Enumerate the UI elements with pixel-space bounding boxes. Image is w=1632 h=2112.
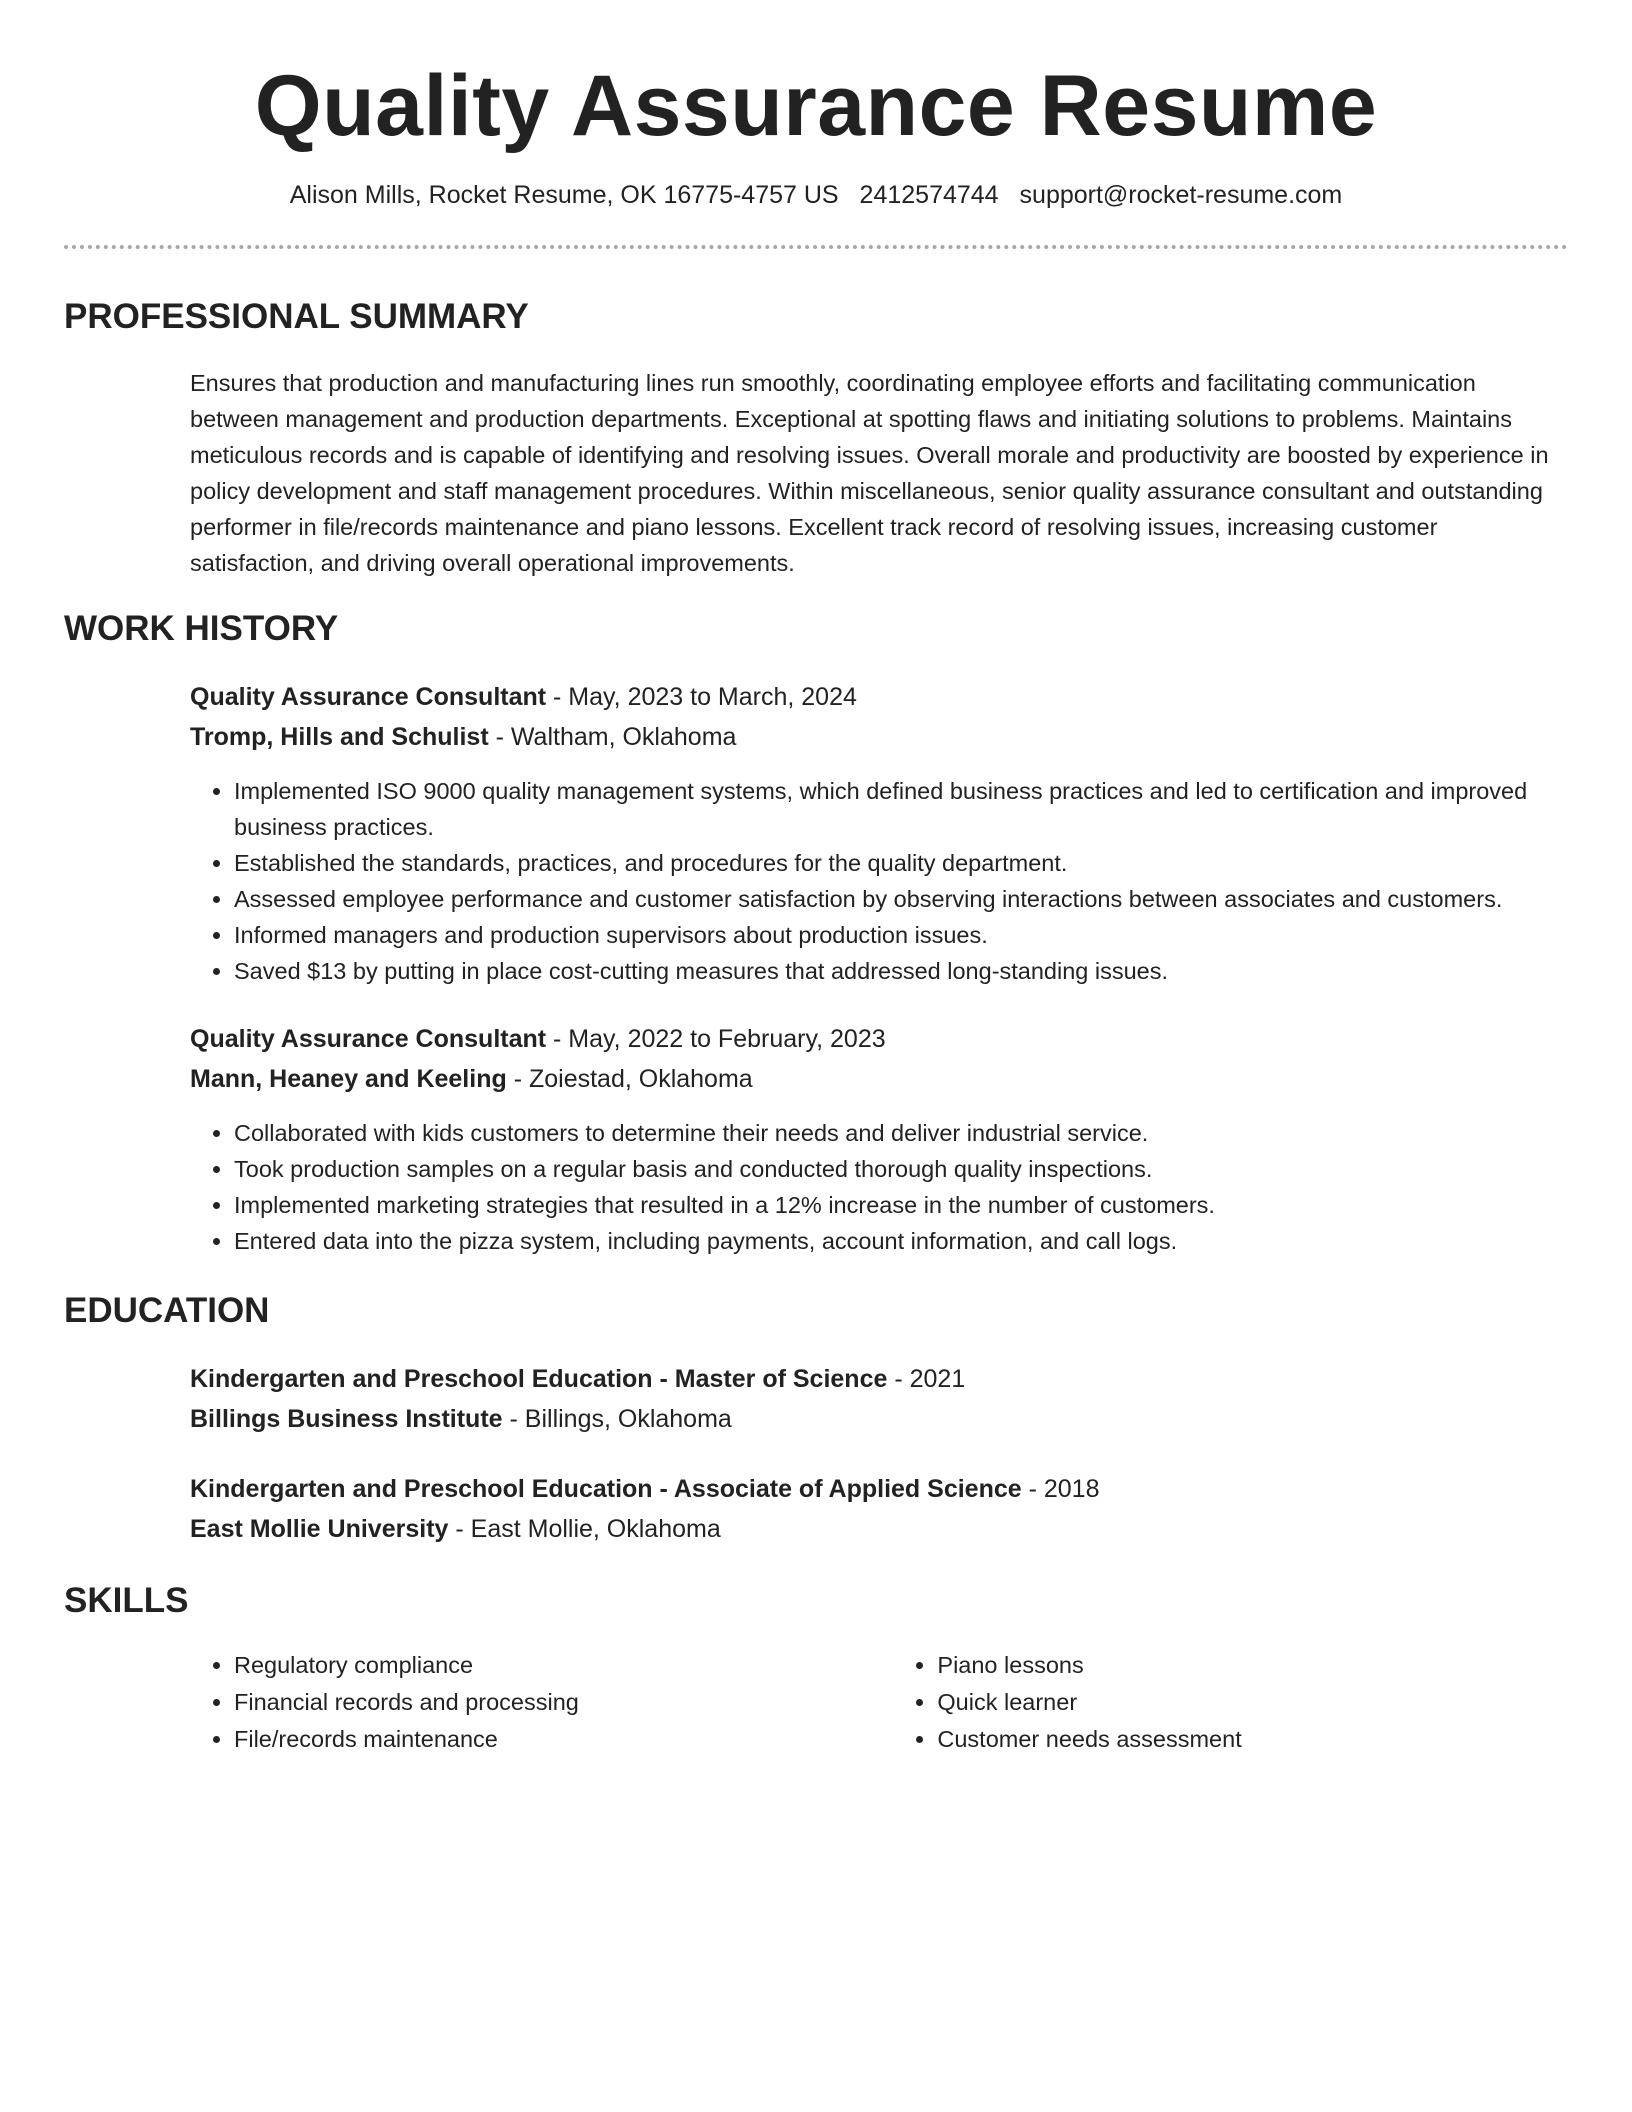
job-title-line — [190, 1019, 1558, 1059]
job-bullets — [190, 773, 1558, 989]
education-entry — [190, 1469, 1558, 1549]
degree-year: - 2018 — [1021, 1475, 1100, 1503]
school-line — [190, 1399, 1558, 1439]
school-location: - Billings, Oklahoma — [502, 1405, 732, 1433]
school: East Mollie University — [190, 1515, 449, 1543]
degree: Kindergarten and Preschool Education - Associate of Applied Science — [190, 1475, 1022, 1503]
contact-phone: 2412574744 — [859, 181, 999, 209]
list-item: • Established the standards, practices, and procedures for the quality department. — [234, 845, 1558, 881]
job-bullets — [190, 1115, 1558, 1259]
skill-item: • Customer needs assessment — [937, 1721, 1558, 1758]
degree-line — [190, 1359, 1558, 1399]
list-item: • Saved $13 by putting in place cost-cutting measures that addressed long-standing issues. — [234, 953, 1558, 989]
school-line — [190, 1509, 1558, 1549]
skill-item: • File/records maintenance — [234, 1721, 893, 1758]
skill-item: • Regulatory compliance — [234, 1647, 893, 1684]
list-item: • Took production samples on a regular basis and conducted thorough quality inspections. — [234, 1151, 1558, 1187]
job-title: Quality Assurance Consultant — [190, 683, 547, 711]
school-location: - East Mollie, Oklahoma — [448, 1515, 721, 1543]
skills-list-right — [893, 1647, 1558, 1758]
job-dates: - May, 2022 to February, 2023 — [546, 1025, 886, 1053]
skill-item: • Financial records and processing — [234, 1684, 893, 1721]
resume-title: Quality Assurance Resume — [254, 58, 1378, 154]
skill-item: • Quick learner — [937, 1684, 1558, 1721]
skills-section — [64, 1579, 1568, 1758]
job-company: Mann, Heaney and Keeling — [190, 1065, 507, 1093]
summary-heading: PROFESSIONAL SUMMARY — [64, 297, 529, 336]
list-item: • Implemented marketing strategies that resulted in a 12% increase in the number of customers. — [234, 1187, 1558, 1223]
job-company-line — [190, 1059, 1558, 1099]
job-location: - Zoiestad, Oklahoma — [506, 1065, 753, 1093]
list-item: • Assessed employee performance and customer satisfaction by observing interactions between associates and customers. — [234, 881, 1558, 917]
degree-year: - 2021 — [887, 1365, 966, 1393]
job-title: Quality Assurance Consultant — [190, 1025, 547, 1053]
contact-email: support@rocket-resume.com — [1019, 181, 1343, 209]
degree-line — [190, 1469, 1558, 1509]
list-item: • Entered data into the pizza system, including payments, account information, and call logs. — [234, 1223, 1558, 1259]
summary-section — [64, 295, 1568, 581]
job-dates: - May, 2023 to March, 2024 — [546, 683, 857, 711]
list-item: • Implemented ISO 9000 quality management systems, which defined business practices and led to certification and improved business practices. — [234, 773, 1558, 845]
skills-list-left — [190, 1647, 893, 1758]
job-location: - Waltham, Oklahoma — [488, 723, 737, 751]
education-section — [64, 1289, 1568, 1549]
list-item: • Collaborated with kids customers to determine their needs and deliver industrial service. — [234, 1115, 1558, 1151]
education-heading: EDUCATION — [64, 1291, 270, 1330]
skill-item: • Piano lessons — [937, 1647, 1558, 1684]
job-title-line — [190, 677, 1558, 717]
work-history-section — [64, 607, 1568, 1259]
header-divider — [64, 245, 1568, 249]
job-entry — [190, 1019, 1558, 1259]
summary-text: Ensures that production and manufacturing lines run smoothly, coordinating employee efforts and facilitating communication between management and production departments. Exceptional at spotting flaws and initiating solutions to problems. Maintains meticulous records and is capable of identifying and resolving issues. Overall morale and productivity are boosted by experience in policy development and staff management procedures. Within miscellaneous, senior quality assurance consultant and outstanding performer in file/records maintenance and piano lessons. Excellent track record of resolving issues, increasing customer satisfaction, and driving overall operational improvements. — [190, 370, 1549, 576]
work-history-heading: WORK HISTORY — [64, 609, 339, 648]
job-entry — [190, 677, 1558, 989]
resume-page — [64, 0, 1568, 1758]
degree: Kindergarten and Preschool Education - Master of Science — [190, 1365, 888, 1393]
contact-address: Alison Mills, Rocket Resume, OK 16775-4757 US — [289, 181, 839, 209]
job-company: Tromp, Hills and Schulist — [190, 723, 489, 751]
contact-line — [64, 178, 1568, 212]
skills-heading: SKILLS — [64, 1581, 189, 1620]
school: Billings Business Institute — [190, 1405, 503, 1433]
job-company-line — [190, 717, 1558, 757]
education-entry — [190, 1359, 1558, 1439]
skills-grid — [190, 1647, 1558, 1758]
list-item: • Informed managers and production supervisors about production issues. — [234, 917, 1558, 953]
